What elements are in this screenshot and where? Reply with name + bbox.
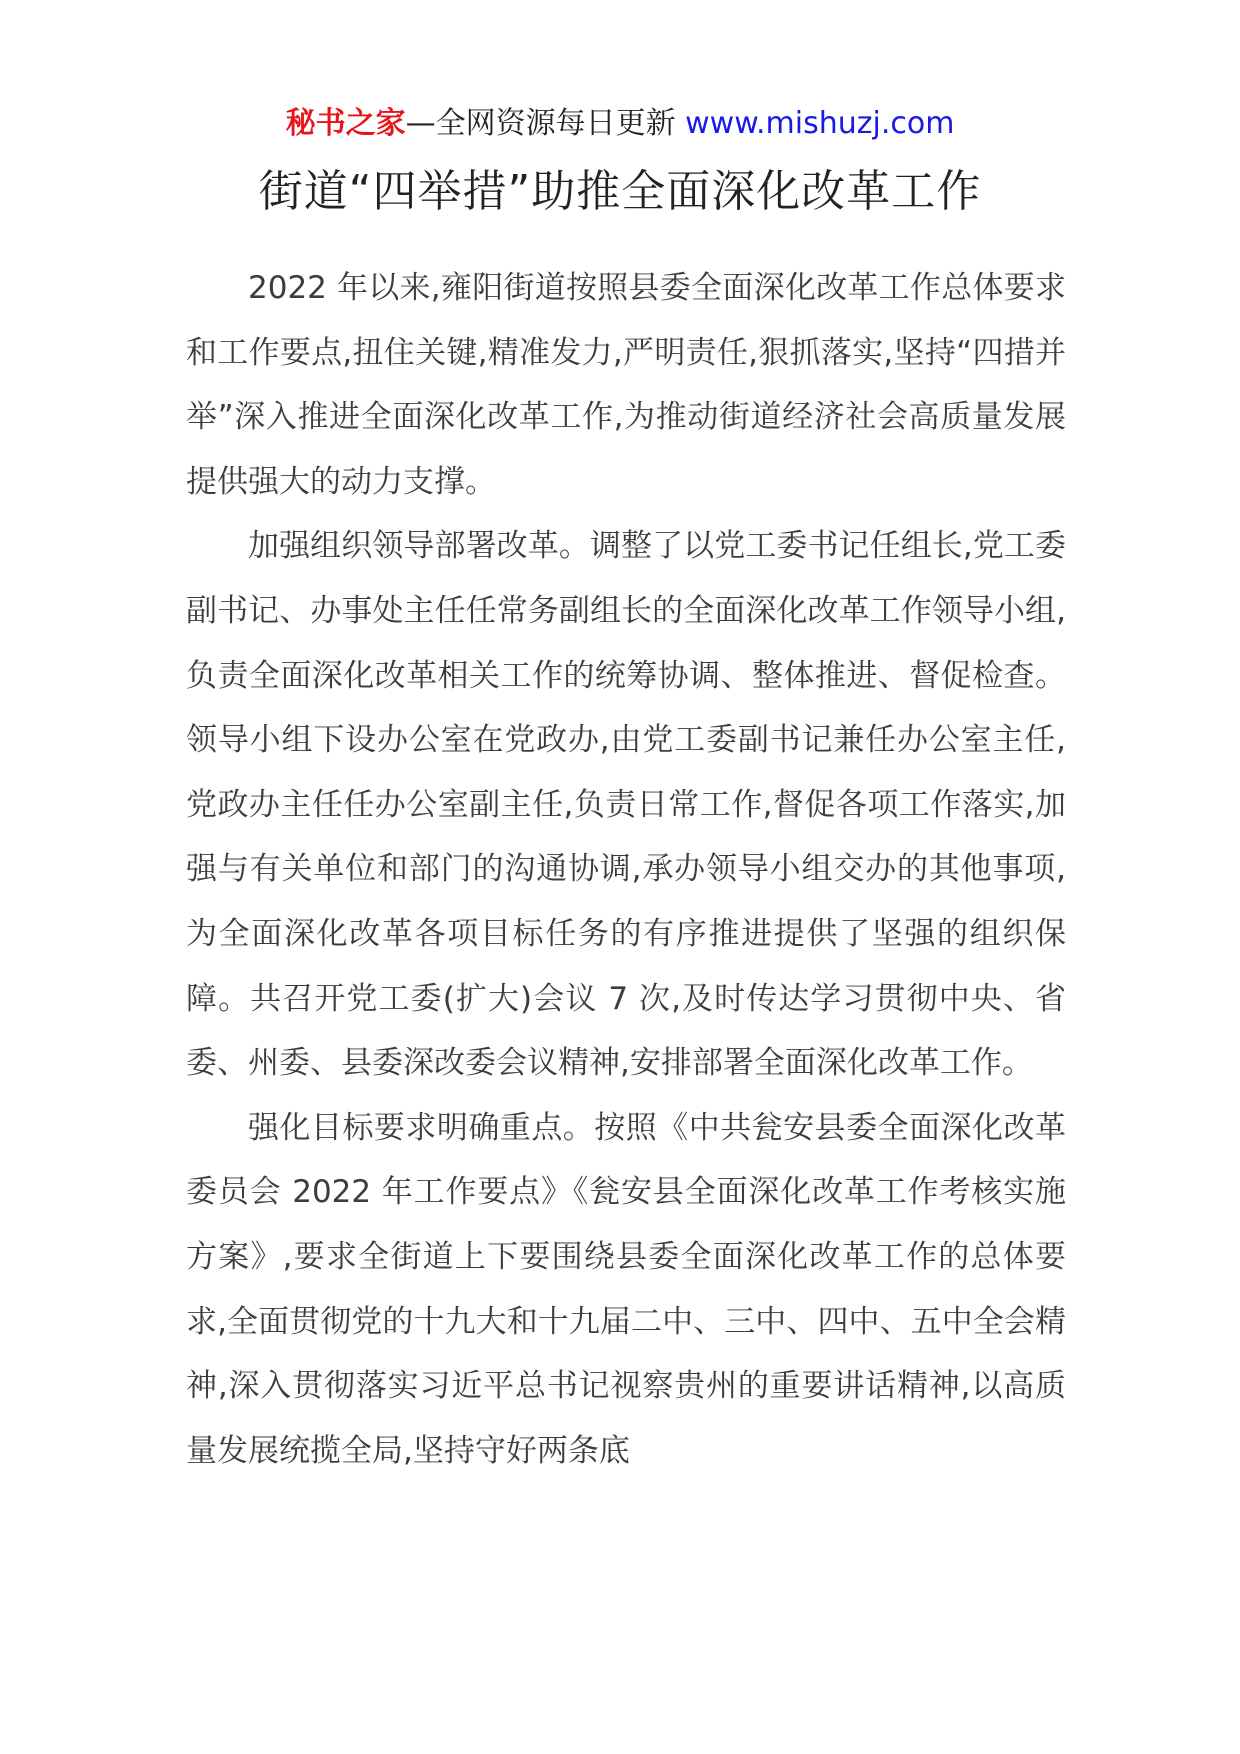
site-header — [0, 100, 1240, 148]
document-title: 街道“四举措”助推全面深化改革工作 — [258, 166, 982, 217]
document-body — [186, 256, 1066, 1483]
paragraph-targets: 强化目标要求明确重点。按照《中共瓮安县委全面深化改革委员会 2022 年工作要点》《瓮安县全面深化改革工作考核实施方案》,要求全街道上下要围绕县委全面深化改革工作的总体要求,全面贯彻党的十九大和十九届二中、三中、四中、五中全会精神,深入贯彻落实习近平总书记视察贵州的重要讲话精神,以高质量发展统揽全局,坚持守好两条底 — [186, 1109, 1066, 1469]
site-tagline: —全网资源每日更新 — [405, 106, 676, 141]
paragraph-organization: 加强组织领导部署改革。调整了以党工委书记任组长,党工委副书记、办事处主任任常务副组长的全面深化改革工作领导小组,负责全面深化改革相关工作的统筹协调、整体推进、督促检查。领导小组下设办公室在党政办,由党工委副书记兼任办公室主任,党政办主任任办公室副主任,负责日常工作,督促各项工作落实,加强与有关单位和部门的沟通协调,承办领导小组交办的其他事项,为全面深化改革各项目标任务的有序推进提供了坚强的组织保障。共召开党工委(扩大)会议 7 次,及时传达学习贯彻中央、省委、州委、县委深改委会议精神,安排部署全面深化改革工作。 — [186, 528, 1066, 1082]
site-url-link[interactable]: www.mishuzj.com — [685, 106, 955, 141]
site-brand: 秘书之家 — [285, 106, 406, 141]
paragraph-intro: 2022 年以来,雍阳街道按照县委全面深化改革工作总体要求和工作要点,扭住关键,精准发力,严明责任,狠抓落实,坚持“四措并举”深入推进全面深化改革工作,为推动街道经济社会高质量发展提供强大的动力支撑。 — [186, 270, 1066, 500]
